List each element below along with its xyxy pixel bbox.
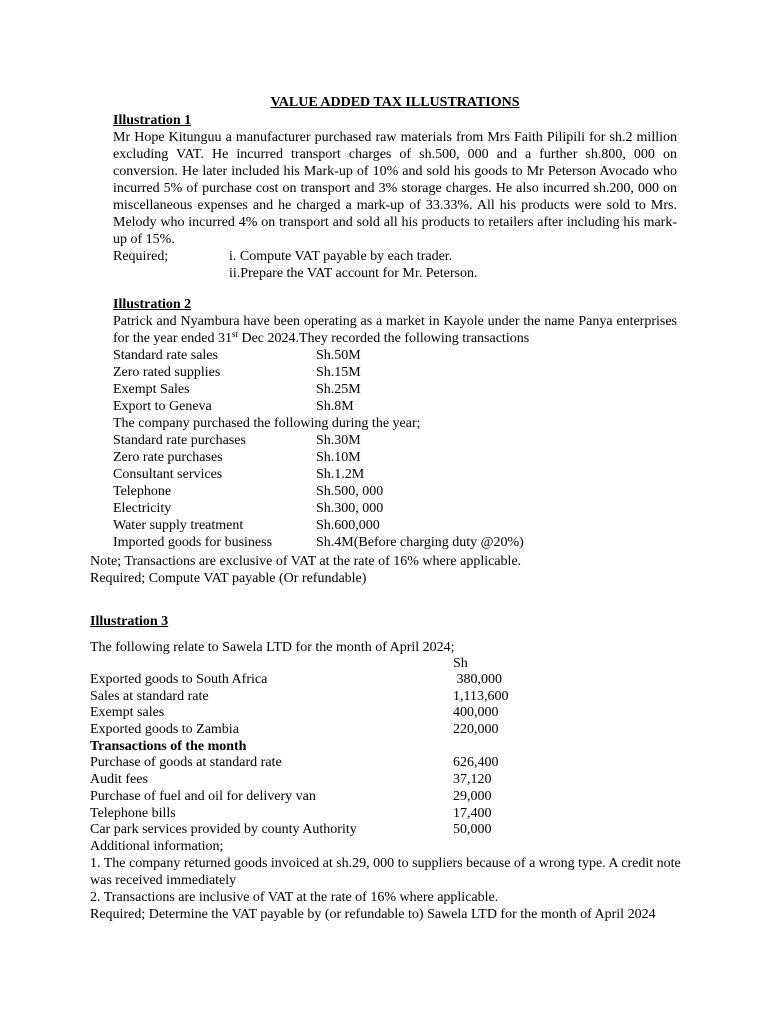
sales-item	[113, 364, 677, 381]
purchase-item	[113, 483, 677, 500]
transaction-item-label: Purchase of fuel and oil for delivery van	[90, 788, 316, 804]
ledger-item-value: 380,000	[453, 672, 502, 687]
sales-item-label: Zero rated supplies	[113, 365, 221, 380]
purchase-item	[113, 466, 677, 483]
transactions-subheading: Transactions of the month	[90, 738, 247, 754]
purchase-item-label: Zero rate purchases	[113, 450, 223, 465]
ledger-item	[90, 688, 690, 705]
additional-point-1: 1. The company returned goods invoiced at sh.29, 000 to suppliers because of a wrong type. A credit note was received immediately	[90, 856, 681, 888]
illustration-1-body: Mr Hope Kitunguu a manufacturer purchased raw materials from Mrs Faith Pilipili for sh.2 million excluding VAT. He incurred transport charges of sh.500, 000 and a further sh.800, 000 on conversion. He later included his Mark-up of 10% and sold his goods to Mr Peterson Avocado who incurred 5% of purchase cost on transport and 3% storage charges. He also incurred sh.200, 000 on miscellaneous expenses and he charged a mark-up of 33.33%. All his products were sold to Mrs. Melody who incurred 4% on transport and sold all his products to retailers after including his mark-up of 15%.	[113, 130, 677, 247]
ledger-item-value: 220,000	[453, 722, 499, 738]
purchase-item	[113, 500, 677, 517]
required-item-ii: ii.Prepare the VAT account for Mr. Peterson.	[229, 266, 478, 281]
illustration-2-required: Required; Compute VAT payable (Or refundable)	[90, 571, 367, 586]
transaction-item-label: Telephone bills	[90, 805, 176, 821]
sales-item-value: Sh.8M	[316, 399, 354, 414]
illustration-3-intro: The following relate to Sawela LTD for the month of April 2024;	[90, 640, 455, 655]
ledger-item-value: 1,113,600	[453, 688, 509, 704]
purchase-item-label: Telephone	[113, 484, 172, 499]
transaction-item-value: 29,000	[453, 788, 492, 804]
sales-item-label: Exempt Sales	[113, 382, 190, 397]
ledger-item-value: 400,000	[453, 705, 499, 721]
ledger-item-label: Exported goods to Zambia	[90, 722, 239, 738]
additional-point-2: 2. Transactions are inclusive of VAT at the rate of 16% where applicable.	[90, 890, 499, 905]
sales-item	[113, 398, 677, 415]
transaction-item	[90, 771, 690, 788]
illustration-1-required-row-2	[113, 265, 677, 282]
purchase-item-label: Standard rate purchases	[113, 433, 246, 448]
illustration-3-table	[90, 671, 690, 838]
illustration-3-required: Required; Determine the VAT payable by (or refundable to) Sawela LTD for the month of April 2024	[90, 907, 656, 922]
illustration-2-sales-list	[113, 347, 677, 415]
ledger-item-label: Exempt sales	[90, 705, 165, 721]
purchase-item-value: Sh.500, 000	[316, 484, 384, 499]
illustration-1	[113, 112, 677, 282]
illustration-2-note: Note; Transactions are exclusive of VAT at the rate of 16% where applicable.	[90, 554, 522, 569]
required-label: Required;	[113, 249, 169, 264]
transaction-item	[90, 821, 690, 838]
transaction-item-value: 50,000	[453, 822, 492, 838]
sales-item-value: Sh.25M	[316, 382, 361, 397]
required-item-i: i. Compute VAT payable by each trader.	[229, 249, 453, 264]
document-title: VALUE ADDED TAX ILLUSTRATIONS	[270, 95, 520, 110]
purchase-item-label: Consultant services	[113, 467, 223, 482]
purchase-item-label: Imported goods for business	[113, 535, 273, 550]
illustration-3-notes	[90, 838, 690, 923]
purchase-item-value: Sh.4M(Before charging duty @20%)	[316, 535, 524, 550]
transaction-item-label: Audit fees	[90, 772, 148, 788]
purchase-item-value: Sh.600,000	[316, 518, 380, 533]
illustration-1-required-row	[113, 248, 677, 265]
transaction-item	[90, 754, 690, 771]
sales-item-label: Export to Geneva	[113, 399, 212, 414]
illustration-2	[113, 296, 677, 551]
transaction-item	[90, 805, 690, 822]
sales-item-value: Sh.50M	[316, 348, 361, 363]
purchase-item-value: Sh.1.2M	[316, 467, 365, 482]
purchase-item-value: Sh.30M	[316, 433, 361, 448]
illustration-2-purchases-intro: The company purchased the following during the year;	[113, 416, 421, 431]
sales-item-value: Sh.15M	[316, 365, 361, 380]
transaction-item-label: Purchase of goods at standard rate	[90, 755, 282, 771]
ledger-item-label: Exported goods to South Africa	[90, 672, 268, 687]
additional-information-label: Additional information;	[90, 839, 224, 854]
currency-header: Sh	[453, 656, 468, 671]
purchase-item-label: Electricity	[113, 501, 172, 516]
illustration-3-heading: Illustration 3	[90, 614, 169, 629]
ledger-item	[90, 671, 690, 688]
purchase-item	[113, 517, 677, 534]
transaction-item-value: 17,400	[453, 805, 492, 821]
purchase-item	[113, 432, 677, 449]
sales-item	[113, 347, 677, 364]
ledger-item	[90, 704, 690, 721]
ledger-item	[90, 721, 690, 738]
sales-item-label: Standard rate sales	[113, 348, 218, 363]
ledger-item-label: Sales at standard rate	[90, 688, 209, 704]
transaction-item	[90, 788, 690, 805]
illustration-1-heading: Illustration 1	[113, 113, 192, 128]
illustration-2-purchases-list	[113, 432, 677, 551]
transaction-item-label: Car park services provided by county Authority	[90, 822, 357, 838]
purchase-item-value: Sh.10M	[316, 450, 361, 465]
purchase-item	[113, 534, 677, 551]
illustration-2-heading: Illustration 2	[113, 297, 192, 312]
sales-item	[113, 381, 677, 398]
transaction-item-value: 626,400	[453, 755, 499, 771]
purchase-item-value: Sh.300, 000	[316, 501, 384, 516]
illustration-2-intro: Patrick and Nyambura have been operating as a market in Kayole under the name Panya enterprises for the year ended 31st Dec 2024.They recorded the following transactions	[113, 314, 677, 346]
transaction-item-value: 37,120	[453, 772, 492, 788]
purchase-item-label: Water supply treatment	[113, 518, 244, 533]
purchase-item	[113, 449, 677, 466]
